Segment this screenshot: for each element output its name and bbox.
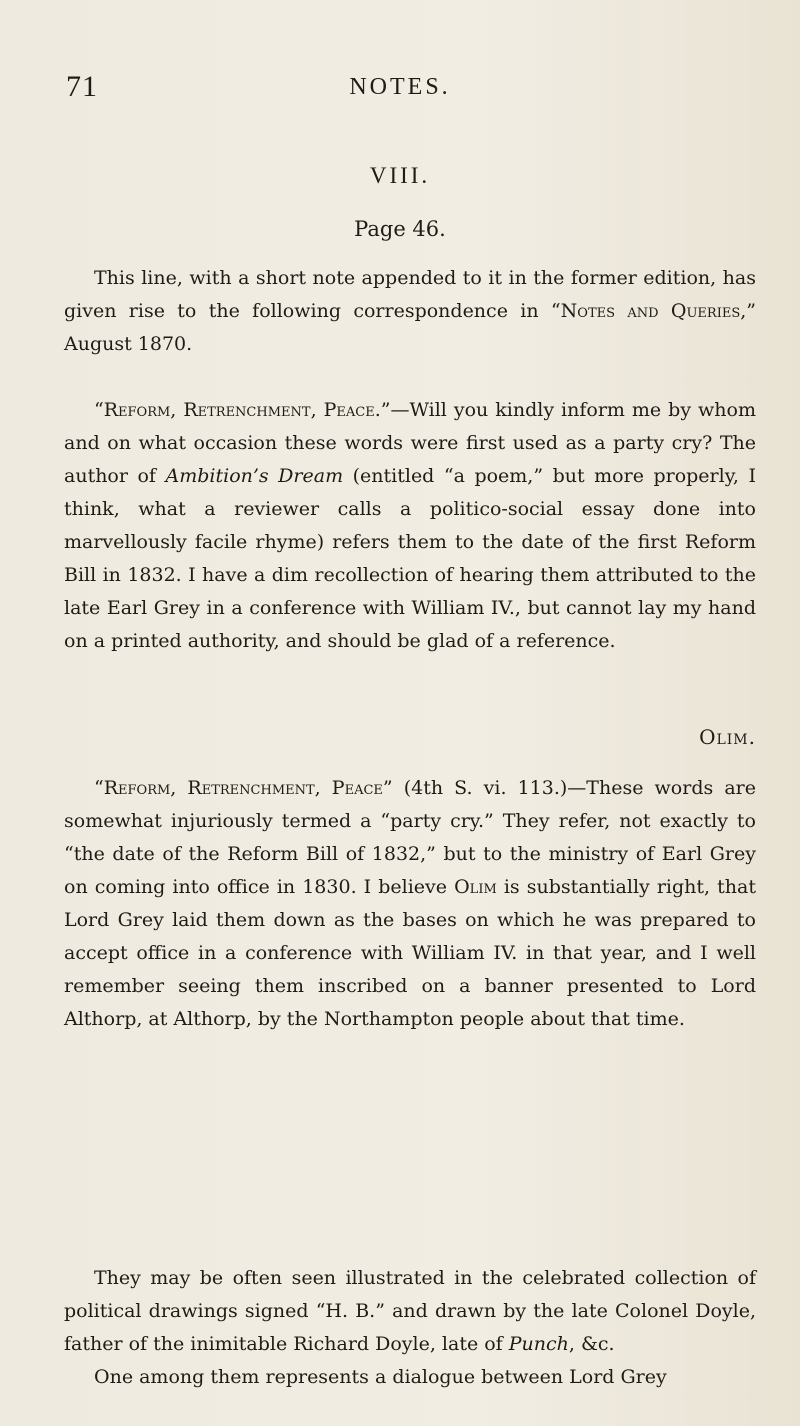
reply-open-quote: “	[94, 777, 104, 799]
intro-text: This line, with a short note appended to it in the former edition, has given rise to the following correspondence in “	[64, 267, 756, 322]
reply-text-rest: is substantially right, that Lord Grey laid them down as the bases on which he was prepared to accept office in a conference with William IV. in that year, and I well remember seeing them inscribed on a banner presented to Lord Althorp, at Althorp, by the Northampton people about that time.	[64, 876, 756, 1030]
last-line: One among them represents a dialogue between Lord Grey	[94, 1366, 667, 1388]
journal-title: Notes and Queries	[560, 300, 741, 322]
reply-name: Olim	[454, 876, 497, 898]
running-head: NOTES.	[349, 74, 451, 100]
page-number: 71	[66, 70, 98, 103]
query-paragraph	[64, 394, 756, 658]
reply-paragraph	[64, 772, 756, 1036]
query-text-rest: (entitled “a poem,” but more properly, I think, what a reviewer calls a politico-social essay done into marvellously facile rhyme) refers them to the date of the first Reform Bill in 1832. I have a dim recollection of hearing them attributed to the late Earl Grey in a conference with William IV., but cannot lay my hand on a printed authority, and should be glad of a reference.	[64, 465, 756, 652]
intro-date: ,” August 1870.	[64, 300, 756, 355]
last-paragraph	[64, 1361, 756, 1394]
query-text: .”—Will you kindly inform me by whom and on what occasion these words were first used as a party cry? The author of	[64, 399, 756, 487]
collection-paragraph	[64, 1262, 756, 1361]
query-heading: Reform, Retrenchment, Peace	[103, 399, 375, 421]
section-numeral: VIII.	[369, 163, 431, 188]
query-open-quote: “	[94, 399, 104, 421]
page-reference: Page 46.	[354, 217, 446, 241]
collection-end: , &c.	[568, 1333, 615, 1355]
reply-heading: Reform, Retrenchment, Peace	[103, 777, 383, 799]
reply-text: ” (4th S. vi. 113.)—These words are somewhat injuriously termed a “party cry.” They refer, not exactly to “the date of the Reform Bill of 1832,” but to the ministry of Earl Grey on coming into office in 1830. I believe	[64, 777, 756, 898]
collection-text: They may be often seen illustrated in the celebrated collection of political drawings signed “H. B.” and drawn by the late Colonel Doyle, father of the inimitable Richard Doyle, late of	[64, 1267, 756, 1355]
punch-title: Punch	[508, 1333, 569, 1355]
book-title: Ambition’s Dream	[165, 465, 344, 487]
signature: Olim.	[699, 725, 756, 749]
intro-paragraph	[64, 262, 756, 361]
